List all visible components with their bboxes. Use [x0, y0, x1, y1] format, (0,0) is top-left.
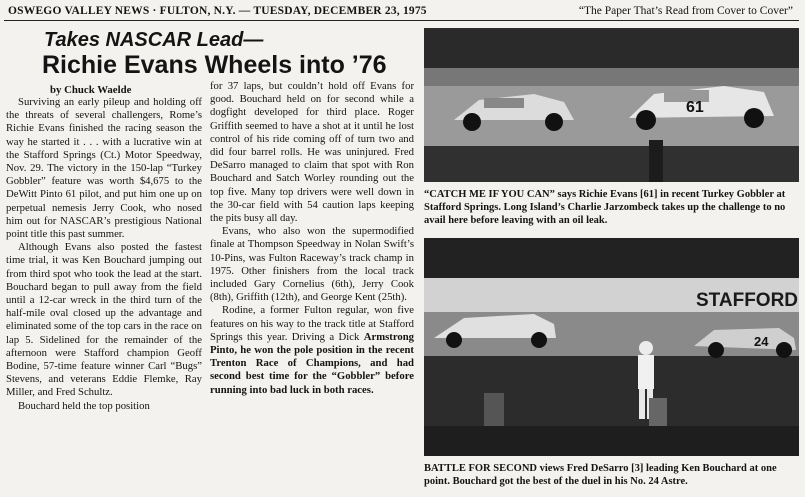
paragraph-bold-text: Armstrong Pinto, he won the pole position in the recent Trenton Race of Champions, and had second best time for the “Gobbler” before running into bad luck in both races.	[210, 330, 414, 396]
paragraph-text: Rodine, a former Fulton regular, won five features on his way to the track title at Stafford Springs this year. Driving a Dick	[210, 304, 414, 343]
paragraph: for 37 laps, but couldn’t hold off Evans for good. Bouchard held on for second while a dogfight developed for third place. Roger Griffith seemed to have a shot at it until he lost control of his ride coming off of turn two and did four barrel rolls. He was uninjured. Fred DeSarro managed to claim that spot with Ron Bouchard and Satch Worley rounding out the top five. Many top drivers were well down in the 30-car field with 54 caution laps keeping the pits busy all day.	[210, 80, 414, 225]
photo-caption-bottom: BATTLE FOR SECOND views Fred DeSarro [3] leading Ken Bouchard at one point. Bouchard got the best of the duel in his No. 24 Astre.	[424, 463, 777, 487]
masthead	[4, 2, 799, 21]
article-column-1	[6, 96, 202, 413]
paragraph: Although Evans also posted the fastest time trial, it was Ken Bouchard jumping out from third spot who took the lead at the start. Bouchard began to pull away from the field until a 12-car wreck in the third turn of the half-mile oval closed up the advantage and eliminated some of the top cars in the race on lap 5. Sidelined for the remainder of the afternoon were Stafford champion Geoff Bodine, 57-time feature winner Carl “Bugs” Stevens, and veterans Eddie Flemke, Ray Miller, and Fred Schultz.	[6, 241, 202, 399]
photo-caption-top: “CATCH ME IF YOU CAN” says Richie Evans [61] in recent Turkey Gobbler at Stafford Springs. Long Island’s Charlie Jarzombeck takes up the challenge to no avail here before leaving with an oil leak.	[424, 189, 786, 226]
race-photo-top-image	[424, 28, 799, 182]
paragraph: Bouchard held the top position	[18, 399, 150, 412]
article-headline: Richie Evans Wheels into ’76	[42, 51, 387, 79]
article-column-2	[210, 80, 414, 397]
car-number-24: 24	[754, 334, 769, 349]
article-kicker: Takes NASCAR Lead—	[44, 29, 264, 51]
paragraph: Evans, who also won the supermodified finale at Thompson Speedway in Nolan Swift’s 10-Pins, was Fulton Raceway’s track champ in 1975. Other finishers from the local track included Gary Cornelius (6th), Jerry Cook (8th), Griffith (12th), and George Kent (25th).	[210, 225, 414, 304]
car-number-61: 61	[686, 99, 704, 116]
race-photo-bottom-image	[424, 238, 799, 456]
masthead-dateline: OSWEGO VALLEY NEWS · FULTON, N.Y. — TUESDAY, DECEMBER 23, 1975	[8, 5, 427, 17]
paragraph	[210, 304, 414, 396]
race-photo-top	[424, 28, 799, 182]
article-byline: by Chuck Waelde	[50, 84, 132, 96]
race-photo-bottom	[424, 238, 799, 456]
masthead-slogan: “The Paper That’s Read from Cover to Cover”	[578, 5, 793, 17]
stafford-wall-sign: STAFFORD	[696, 290, 799, 311]
paragraph: Surviving an early pileup and holding off the threats of several challengers, Rome’s Richie Evans finished the racing season the way he started it . . . with a lucrative win at the Stafford Springs (Ct.) Motor Speedway, Nov. 29. The victory in the 150-lap “Turkey Gobbler” feature was worth $4,675 to the DeWitt Pinto 61 pilot, and put him one up on perpetual nemesis Jerry Cook, who nosed him out for NASCAR’s prestigious National point title this past summer.	[6, 96, 202, 241]
